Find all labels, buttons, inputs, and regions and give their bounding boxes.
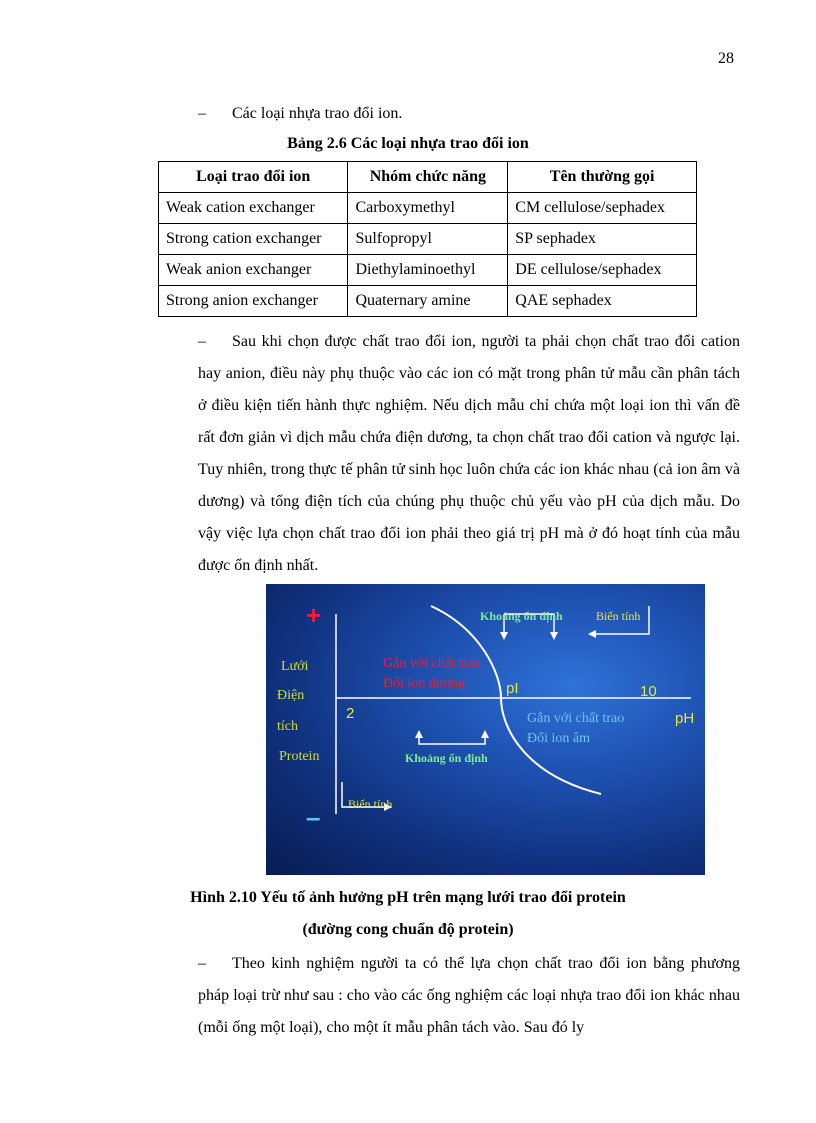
y-label-line: Lưới — [281, 659, 309, 674]
bind-cation-label-line: Gắn với chất trao — [383, 656, 481, 671]
arrow-head — [500, 632, 508, 640]
figure-graphics — [266, 584, 705, 875]
intro-bullet — [198, 104, 402, 124]
y-label-line: Điện — [277, 688, 305, 703]
stable-range-top-label: Khoảng ổn định — [480, 609, 563, 623]
ion-exchange-table — [158, 161, 697, 317]
table-cell: SP sephadex — [508, 224, 697, 255]
table-cell: Quaternary amine — [348, 286, 508, 317]
table-cell: Weak anion exchanger — [159, 255, 348, 286]
table-header-cell: Loại trao đổi ion — [159, 162, 348, 193]
intro-bullet-text: Các loại nhựa trao đổi ion. — [232, 105, 403, 122]
table-row — [159, 193, 697, 224]
denature-bottom-label: Biến tính — [348, 797, 393, 811]
bullet-dash: – — [198, 955, 206, 972]
ph-titration-figure — [266, 584, 705, 875]
table-caption: Bảng 2.6 Các loại nhựa trao đổi ion — [287, 135, 529, 152]
table-header-row — [159, 162, 697, 193]
arrow-head — [550, 632, 558, 640]
bullet-dash: – — [198, 105, 206, 122]
table-cell: Strong anion exchanger — [159, 286, 348, 317]
ph-2-label: 2 — [346, 705, 355, 722]
table-row — [159, 286, 697, 317]
table-cell: Weak cation exchanger — [159, 193, 348, 224]
pi-label: pI — [506, 680, 519, 697]
table-cell: Carboxymethyl — [348, 193, 508, 224]
ph-10-label: 10 — [640, 683, 657, 700]
paragraph-1-text: Sau khi chọn được chất trao đổi ion, người ta phải chọn chất trao đổi cation hay anion, điều này phụ thuộc vào các ion có mặt trong phân tử mẫu cần phân tách ở điều kiện tiến hành thực nghiệm. Nếu dịch mẫu chỉ chứa một loại ion thì vấn đề rất đơn giản vì dịch mẫu chứa điện dương, ta chọn chất trao đổi cation và ngược lại. Tuy nhiên, trong thực tế phân tử sinh học luôn chứa các ion khác nhau (cả ion âm và dương) và tổng điện tích của chúng phụ thuộc chủ yếu vào pH của dịch mẫu. Do vậy việc lựa chọn chất trao đổi ion phải theo giá trị pH mà ở đó hoạt tính của mẫu được ổn định nhất. — [198, 333, 740, 574]
table-cell: QAE sephadex — [508, 286, 697, 317]
table-cell: Diethylaminoethyl — [348, 255, 508, 286]
arrow-head — [415, 730, 423, 738]
bind-anion-label-line: Gắn với chất trao — [527, 711, 625, 726]
table-cell: Sulfopropyl — [348, 224, 508, 255]
y-label-line: tích — [277, 719, 298, 734]
bind-cation-label-line: Đổi ion dương — [383, 676, 465, 691]
ph-axis-label: pH — [675, 710, 695, 727]
table-cell: CM cellulose/sephadex — [508, 193, 697, 224]
stable-range-bottom-label: Khoảng ổn định — [405, 751, 488, 765]
plus-sign: + — [306, 600, 322, 630]
table-cell: DE cellulose/sephadex — [508, 255, 697, 286]
page-number: 28 — [718, 50, 734, 67]
arrow-head — [481, 730, 489, 738]
paragraph-2-text: Theo kinh nghiệm người ta có thể lựa chọn chất trao đổi ion bằng phương pháp loại trừ như sau : cho vào các ống nghiệm các loại nhựa trao đổi ion khác nhau (mỗi ống một loại), cho một ít mẫu phân tách vào. Sau đó ly — [198, 955, 740, 1036]
bracket-line — [419, 734, 485, 744]
table-header-cell: Tên thường gọi — [508, 162, 697, 193]
paragraph-1 — [198, 326, 740, 582]
minus-sign: – — [306, 802, 321, 832]
bullet-dash: – — [198, 333, 206, 350]
bind-anion-label-line: Đổi ion âm — [527, 731, 590, 746]
y-label-line: Protein — [279, 749, 320, 764]
table-row — [159, 224, 697, 255]
paragraph-2 — [198, 948, 740, 1044]
table-cell: Strong cation exchanger — [159, 224, 348, 255]
denature-top-label: Biến tính — [596, 609, 641, 623]
table-row — [159, 255, 697, 286]
figure-caption-line-1: Hình 2.10 Yếu tố ảnh hưởng pH trên mạng lưới trao đổi protein — [190, 889, 626, 906]
arrow-head — [588, 630, 596, 638]
table-header-cell: Nhóm chức năng — [348, 162, 508, 193]
figure-caption-line-2: (đường cong chuẩn độ protein) — [302, 921, 514, 938]
